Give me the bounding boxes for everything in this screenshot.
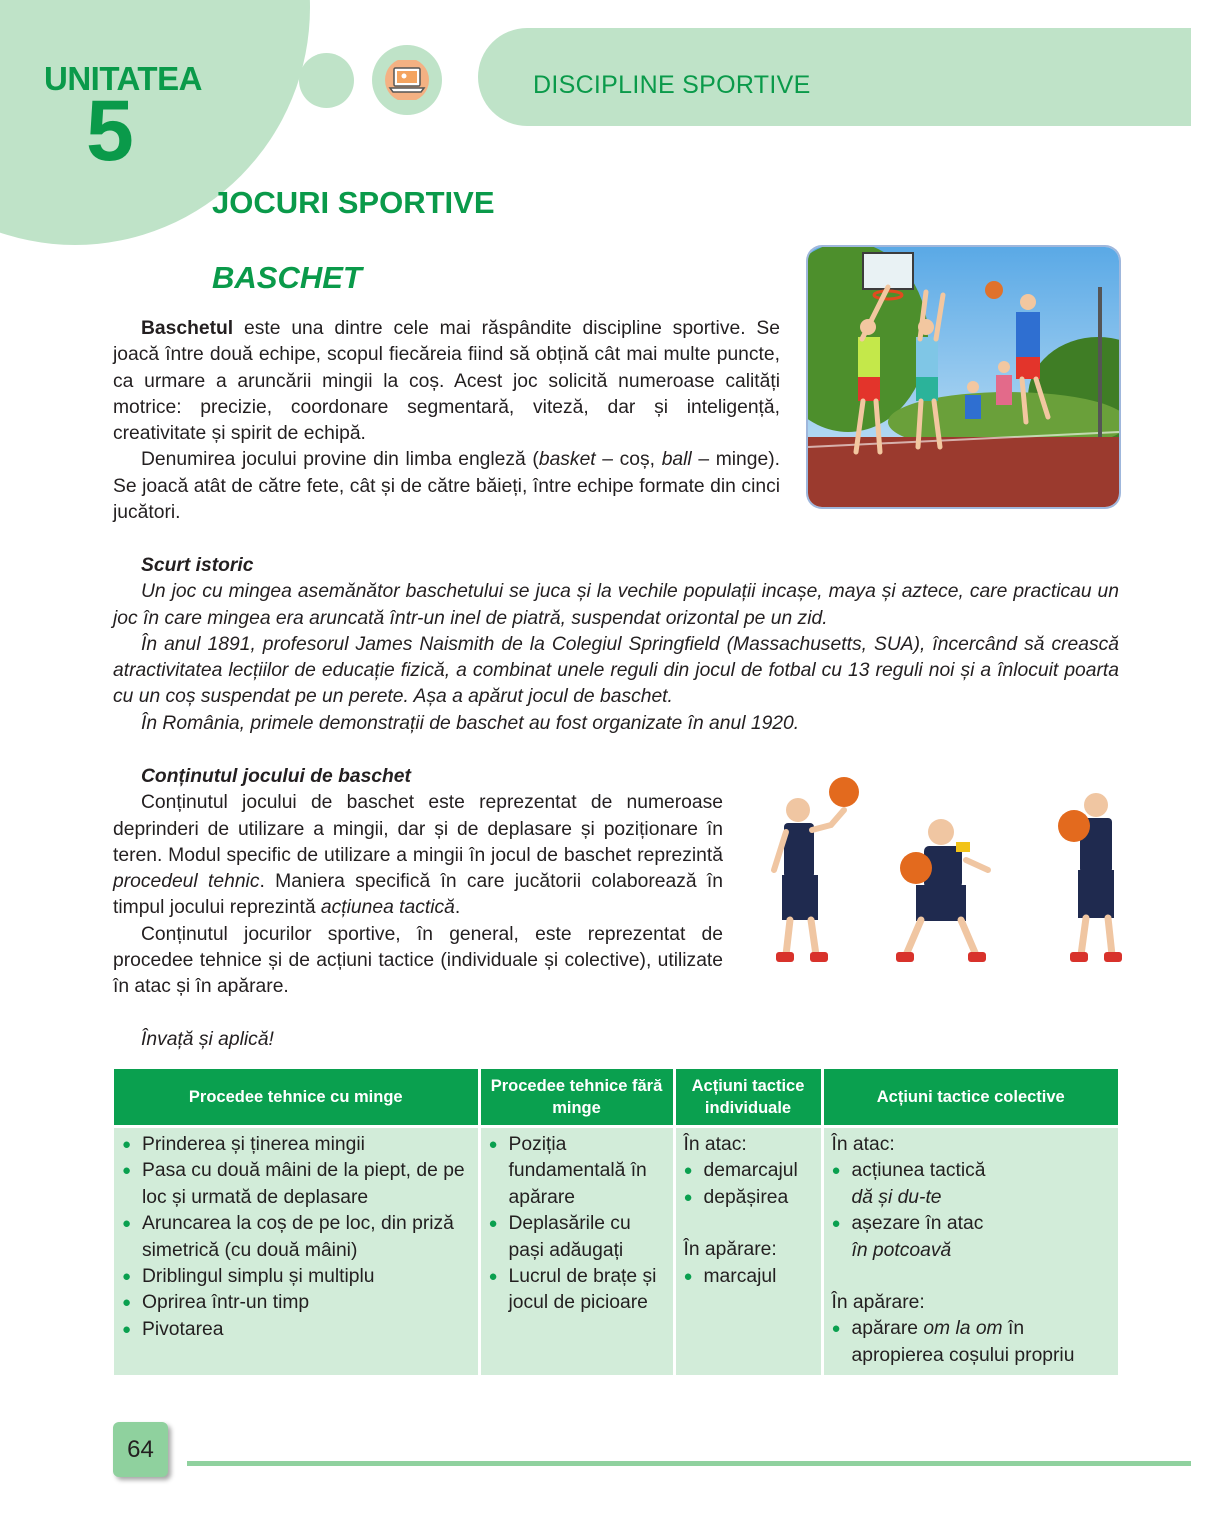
defense-label: În apărare: — [831, 1292, 925, 1314]
table-header-1: Procedee tehnice cu minge — [114, 1069, 479, 1125]
laptop-icon — [384, 60, 430, 100]
intro-p1-text: este una dintre cele mai răspândite discipline sportive. Se joacă între două echipe, scopul fiecăreia fiind să obțină cât mai multe puncte, ca urmare a aruncării mingii la coș. Acest joc solicită numeroase calități motrice: precizie, coordonare segmentară, viteză, dar și inteligență, creativitate și spirit de echipă. — [113, 318, 780, 445]
list-item: ● Aruncarea la coș de pe loc, din priză simetrică (cu două mâini) — [122, 1211, 472, 1264]
footer-line — [187, 1461, 1191, 1466]
collective-defense-em: om la om — [923, 1318, 1003, 1340]
boys-with-ball-photo — [756, 770, 1134, 975]
basketball-game-illustration — [808, 247, 1119, 507]
basketball-game-photo — [808, 247, 1119, 507]
intro-p2-basket: basket — [538, 449, 596, 471]
list-item — [832, 1158, 1113, 1211]
procedures-table — [114, 1069, 1118, 1375]
boy-holding-ball — [1058, 793, 1122, 962]
table-cell-individual-tactics — [674, 1128, 822, 1375]
attack-label: În atac: — [831, 1134, 895, 1155]
content-p1-b: . Maniera specifică în care jucătorii colaborează în timpul jocului reprezintă — [113, 871, 723, 919]
list-item: ● marcajul — [684, 1264, 815, 1290]
decor-dot-medium — [299, 53, 354, 108]
collective-attack-2-name: în potcoavă — [851, 1239, 952, 1261]
boy-spinning-ball — [774, 777, 859, 962]
history-heading: Scurt istoric — [141, 555, 254, 576]
collective-attack-1-name: dă și du-te — [851, 1186, 942, 1208]
boy-dribbling — [896, 819, 988, 962]
list-item: ● Pivotarea — [122, 1317, 472, 1343]
defense-label: În apărare: — [683, 1239, 777, 1261]
intro-p2-c: – minge). Se joacă atât de către fete, cât și de către băieți, între echipe formate din cinci jucători. — [113, 449, 781, 524]
table-cell-technical-with-ball — [114, 1128, 479, 1375]
decor-dot-small — [256, 71, 278, 93]
intro-paragraph-1 — [113, 316, 780, 447]
table-header-4: Acțiuni tactice colective — [822, 1069, 1118, 1125]
collective-defense-a: apărare — [851, 1318, 924, 1340]
content-paragraph-2: Conținutul jocurilor sportive, în general, este reprezentat de procedee tehnice și de acțiuni tactice (individuale și colective), utilizate în atac și în apărare. — [113, 923, 723, 998]
table-header-2: Procedee tehnice fără minge — [479, 1069, 674, 1125]
content-p1-c: . — [454, 897, 461, 919]
table-cell-collective-tactics — [822, 1128, 1118, 1375]
intro-p2-b: – coș, — [595, 449, 662, 471]
list-item: ● Lucrul de brațe și jocul de picioare — [489, 1264, 667, 1317]
unit-label: UNITATEA — [44, 60, 202, 97]
history-paragraph-1: Un joc cu mingea asemănător baschetului se juca și la vechile populații incașe, maya și aztece, care practicau un joc în care mingea era aruncată într-un inel de piatră, suspendat orizontal pe un zid. — [113, 581, 1119, 629]
history-paragraph-3: În România, primele demonstrații de baschet au fost organizate în anul 1920. — [141, 712, 800, 734]
list-item: ● Poziția fundamentală în apărare — [489, 1132, 667, 1211]
list-item — [832, 1211, 1113, 1264]
page-number: 64 — [113, 1422, 168, 1477]
history-paragraph-2: În anul 1891, profesorul James Naismith de la Colegiul Springfield (Massachusetts, SUA), încercând să crească atractivitatea lecțiilor de educație fizică, a combinat unele reguli din jocul de fotbal cu 13 reguli noi și a înlocuit poarta cu un coș suspendat pe un perete. Așa a apărut jocul de baschet. — [113, 633, 1119, 708]
subsection-title: BASCHET — [212, 260, 362, 295]
unit-number: 5 — [86, 83, 134, 179]
list-item: ● depășirea — [684, 1185, 815, 1211]
learn-and-apply-label: Învață și aplică! — [141, 1029, 274, 1050]
intro-keyword: Baschetul — [141, 318, 234, 339]
section-title: JOCURI SPORTIVE — [212, 185, 495, 220]
list-item: ● Prinderea și ținerea mingii — [122, 1132, 472, 1158]
list-item: ● demarcajul — [684, 1158, 815, 1184]
chapter-title: DISCIPLINE SPORTIVE — [533, 71, 811, 99]
collective-defense-b: în apropierea coșului propriu — [851, 1318, 1075, 1366]
intro-p2-a: Denumirea jocului provine din limba engleză ( — [141, 449, 539, 471]
content-paragraph-1 — [113, 790, 723, 921]
content-p1-em2: acțiunea tactică — [320, 897, 455, 919]
table-header-3: Acțiuni tactice individuale — [674, 1069, 822, 1125]
collective-attack-2: așezare în atac — [851, 1213, 984, 1235]
content-p1-em1: procedeul tehnic — [113, 871, 260, 893]
attack-label: În atac: — [683, 1134, 747, 1155]
intro-text — [113, 316, 780, 526]
history-section — [113, 553, 1119, 737]
content-section — [113, 764, 723, 1001]
intro-paragraph-2 — [113, 447, 780, 526]
content-heading: Conținutul jocului de baschet — [141, 766, 411, 787]
list-item: ● Pasa cu două mâini de la piept, de pe loc și urmată de deplasare — [122, 1158, 472, 1211]
collective-attack-1: acțiunea tactică — [851, 1160, 986, 1182]
list-item — [832, 1316, 1113, 1369]
list-item: ● Deplasările cu pași adăugați — [489, 1211, 667, 1264]
content-p1-a: Conținutul jocului de baschet este reprezentat de numeroase deprinderi de utilizare a mingii, dar și de deplasare și poziționare în teren. Modul specific de utilizare a mingii în jocul de baschet reprezintă — [113, 792, 723, 866]
list-item: ● Driblingul simplu și multiplu — [122, 1264, 472, 1290]
table-cell-technical-without-ball — [479, 1128, 674, 1375]
list-item: ● Oprirea într-un timp — [122, 1290, 472, 1316]
intro-p2-ball: ball — [661, 449, 692, 471]
